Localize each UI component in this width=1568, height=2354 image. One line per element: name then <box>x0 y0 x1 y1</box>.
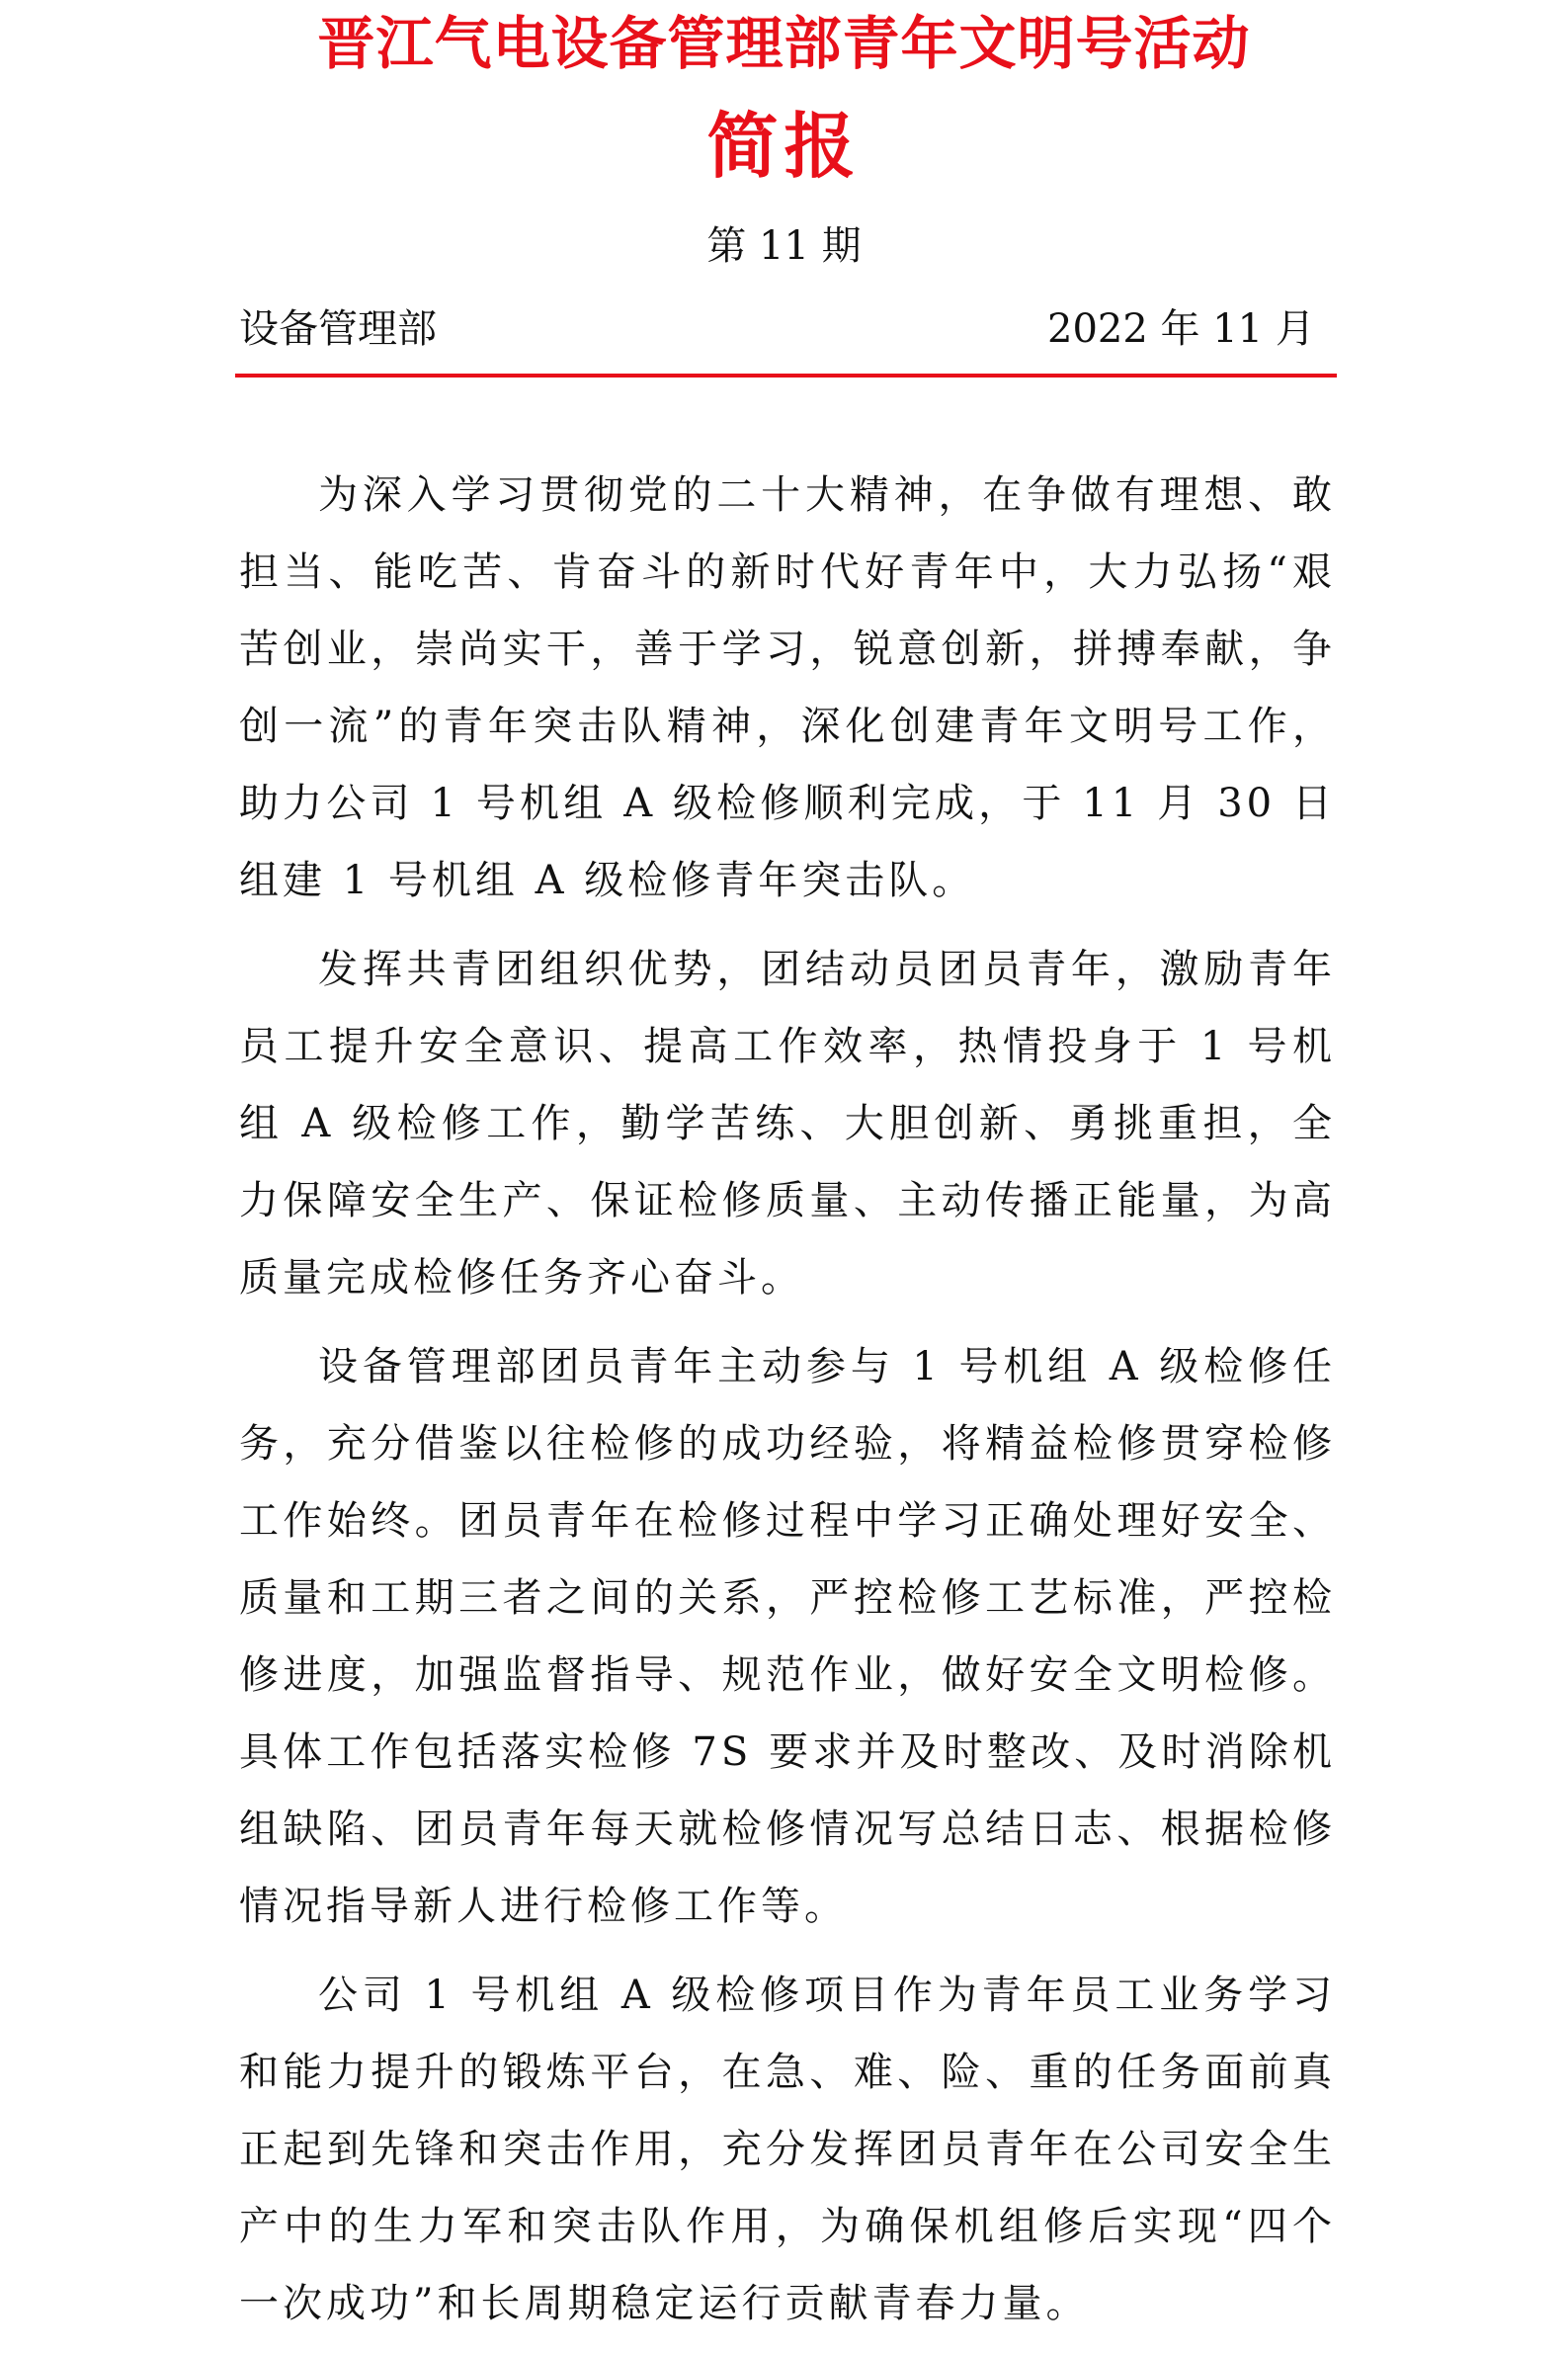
issue-number: 第 11 期 <box>706 223 862 269</box>
paragraph-1: 为深入学习贯彻党的二十大精神，在争做有理想、敢担当、能吃苦、肯奋斗的新时代好青年中，大力弘扬“艰苦创业，崇尚实干，善于学习，锐意创新，拼搏奉献，争创一流”的青年突击队精神，深化创建青年文明号工作，助力公司 1 号机组 A 级检修顺利完成，于 11 月 30 日组建 1 号机组 A 级检修青年突击队。 <box>239 472 1336 903</box>
header-divider <box>235 374 1337 378</box>
bulletin-subtitle: 简报 <box>706 104 862 188</box>
bulletin-title: 晋江气电设备管理部青年文明号活动 <box>317 10 1251 77</box>
paragraph-4: 公司 1 号机组 A 级检修项目作为青年员工业务学习和能力提升的锻炼平台，在急、难、险、重的任务面前真正起到先锋和突击作用，充分发挥团员青年在公司安全生产中的生力军和突击队作用，为确保机组修后实现“四个一次成功”和长周期稳定运行贡献青春力量。 <box>239 1973 1336 2326</box>
paragraph-3: 设备管理部团员青年主动参与 1 号机组 A 级检修任务，充分借鉴以往检修的成功经验，将精益检修贯穿检修工作始终。团员青年在检修过程中学习正确处理好安全、质量和工期三者之间的关系，严控检修工艺标准，严控检修进度，加强监督指导、规范作业，做好安全文明检修。具体工作包括落实检修 7S 要求并及时整改、及时消除机组缺陷、团员青年每天就检修情况写总结日志、根据检修情况指导新人进行检修工作等。 <box>239 1344 1336 1929</box>
department-name: 设备管理部 <box>239 306 437 352</box>
publish-date: 2022 年 11 月 <box>1047 306 1315 352</box>
bulletin-body <box>239 457 1336 2354</box>
paragraph-2: 发挥共青团组织优势，团结动员团员青年，激励青年员工提升安全意识、提高工作效率，热情投身于 1 号机组 A 级检修工作，勤学苦练、大胆创新、勇挑重担，全力保障安全生产、保证检修质量、主动传播正能量，为高质量完成检修任务齐心奋斗。 <box>239 947 1336 1301</box>
